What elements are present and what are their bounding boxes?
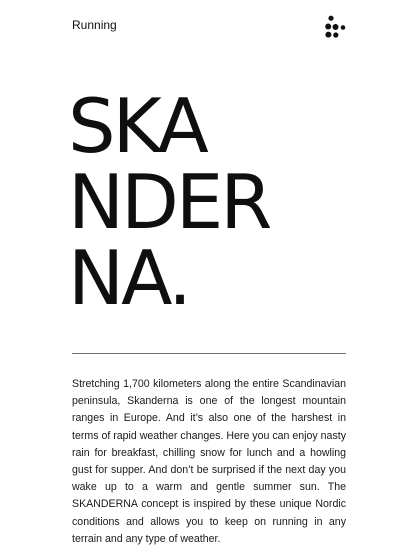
headline-line-2: NDER: [68, 158, 270, 246]
divider: [72, 353, 346, 354]
article-body: Stretching 1,700 kilometers along the entire Scandinavian peninsula, Skanderna is one of the longest mountain ranges in Europe. And it’s also one of the harshest in terms of rapid weather changes. Here you can enjoy nasty rain for breakfast, chilling snow for lunch and a howling gust for supper. And don’t be surprised if the next day you wake up to a warm and gentle summer sun. The SKANDERNA concept is inspired by these unique Nordic conditions and allows you to keep on running in any terrain and any type of weather.: [72, 378, 346, 545]
headline-line-1: SKA: [68, 82, 206, 170]
dotted-cluster-logo-icon: [324, 15, 348, 39]
category-label: Running: [72, 18, 117, 32]
headline: [68, 82, 368, 322]
headline-line-3: NA.: [68, 234, 189, 322]
